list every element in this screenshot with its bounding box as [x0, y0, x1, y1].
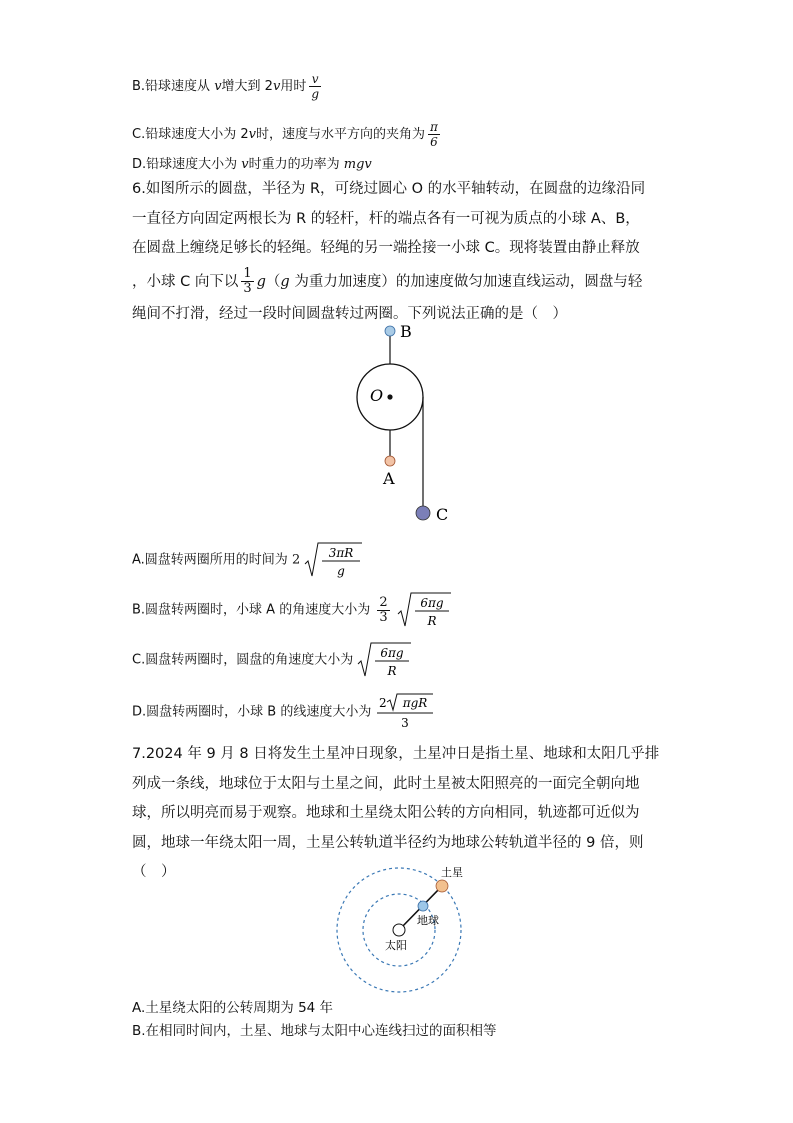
q7-orbit-figure [333, 864, 473, 994]
q6-d-den: 3 [401, 716, 410, 730]
q6-c-rad-num: 6πg [380, 646, 404, 660]
q6-disk-figure [340, 322, 480, 522]
q5-option-d [132, 155, 372, 175]
q6-var-g: g [256, 273, 266, 290]
q6-a-text: A.圆盘转两圈所用的时间为 [132, 552, 288, 568]
q6-b-coef [377, 596, 389, 625]
q6-a-rad-num: 3πR [329, 546, 354, 560]
q6-a-rad-den: g [337, 564, 346, 578]
q6-stem-line-2: 一直径方向固定两根长为 R 的轻杆，杆的端点各有一可视为质点的小球 A、B， [132, 210, 640, 227]
q6-option-a [132, 540, 364, 580]
q6-frac-den: 3 [243, 281, 252, 296]
q6-option-d [132, 692, 437, 732]
earth [418, 901, 428, 911]
q6-c-text: C.圆盘转两圈时，圆盘的角速度大小为 [132, 652, 354, 668]
q6-line4-b: （ [265, 273, 281, 290]
q6-b-rad-den: R [427, 614, 437, 628]
q6-stem-line-4 [132, 264, 672, 300]
q6-a-radical [304, 540, 364, 580]
label-a: A [383, 469, 395, 488]
q5-d-var-v: v [241, 157, 249, 172]
q6-stem-line-5: 绳间不打滑，经过一段时间圆盘转过两圈。下列说法正确的是（ ） [132, 305, 567, 322]
q5-b-prefix: B.铅球速度从 [132, 79, 215, 94]
q5-c-prefix: C.铅球速度大小为 2 [132, 127, 249, 142]
q6-option-b [132, 590, 453, 630]
q7-stem-line-1: 7.2024 年 9 月 8 日将发生土星冲日现象，土星冲日是指土星、地球和太阳几乎排 [132, 746, 660, 762]
q6-d-expression [375, 692, 437, 732]
q6-d-num-rad: πgR [403, 696, 428, 710]
q5-c-var-v: v [248, 127, 256, 142]
q5-d-prefix: D.铅球速度大小为 [132, 157, 242, 172]
label-saturn: 土星 [441, 866, 463, 879]
q6-c-radical [357, 640, 413, 680]
label-sun: 太阳 [385, 939, 407, 952]
q5-b-suffix: 用时 [280, 79, 307, 94]
q5-c-frac-num: π [430, 120, 438, 134]
q6-d-text: D.圆盘转两圈时，小球 B 的线速度大小为 [132, 704, 372, 720]
q6-d-num-coef: 2 [379, 696, 388, 710]
q5-b-mid: 增大到 2 [221, 79, 273, 94]
q7-option-b [132, 1021, 497, 1041]
q6-b-coef-num: 2 [379, 594, 388, 610]
q5-b-var-v2: v [272, 79, 281, 94]
q7-stem-line-4: 圆，地球一年绕太阳一周，土星公转轨道半径约为地球公转轨道半径的 9 倍，则 [132, 834, 644, 851]
q5-option-b [132, 72, 324, 101]
q6-frac-num: 1 [243, 266, 252, 281]
label-b: B [400, 322, 412, 341]
q6-stem-line-3: 在圆盘上缠绕足够长的轻绳。轻绳的另一端拴接一小球 C。现将装置由静止释放 [132, 240, 640, 256]
q7-stem-line-5: （ ） [132, 864, 176, 880]
q6-stem [132, 175, 672, 329]
label-earth: 地球 [417, 914, 439, 927]
ball-a [385, 456, 395, 466]
q6-line4-c: 为重力加速度）的加速度做匀加速直线运动，圆盘与轻 [289, 273, 643, 290]
q7-stem-line-2: 列成一条线，地球位于太阳与土星之间，此时土星被太阳照亮的一面完全朝向地 [132, 775, 640, 792]
q6-option-c [132, 640, 413, 680]
q6-b-text: B.圆盘转两圈时，小球 A 的角速度大小为 [132, 602, 371, 618]
q5-d-expr: mgv [343, 157, 372, 172]
q7-stem-line-3: 球，所以明亮而易于观察。地球和土星绕太阳公转的方向相同，轨迹都可近似为 [132, 805, 640, 821]
ball-c [416, 506, 430, 520]
disk-center-dot [387, 394, 392, 399]
sun [393, 924, 405, 936]
q5-b-frac-den: g [311, 87, 320, 101]
q5-b-fraction [309, 72, 321, 101]
label-o: O [370, 386, 384, 405]
q7-a-text: A.土星绕太阳的公转周期为 54 年 [132, 1000, 334, 1016]
q6-accel-fraction [241, 267, 253, 296]
q6-c-rad-den: R [387, 664, 397, 678]
q5-c-frac-den: 6 [430, 135, 438, 149]
q5-option-c [132, 120, 443, 149]
q6-b-radical [397, 590, 453, 630]
q6-b-rad-num: 6πg [420, 596, 444, 610]
ball-b [385, 326, 395, 336]
q5-b-var-v: v [214, 79, 222, 94]
q5-d-suffix: 时重力的功率为 [248, 157, 344, 172]
label-c: C [436, 505, 449, 522]
q7-b-text: B.在相同时间内，土星、地球与太阳中心连线扫过的面积相等 [132, 1023, 497, 1039]
q5-c-fraction [428, 120, 440, 149]
q6-b-coef-den: 3 [379, 609, 388, 625]
saturn [436, 880, 448, 892]
q5-b-frac-num: v [309, 72, 321, 87]
q6-line4-a: ，小球 C 向下以 [132, 273, 239, 290]
q6-stem-line-1: 6.如图所示的圆盘，半径为 R，可绕过圆心 O 的水平轴转动，在圆盘的边缘沿同 [132, 181, 646, 197]
q6-var-g2: g [280, 273, 290, 290]
q6-a-coef: 2 [291, 552, 301, 568]
q5-c-suffix: 时，速度与水平方向的夹角为 [255, 127, 425, 142]
q7-option-a [132, 998, 333, 1018]
